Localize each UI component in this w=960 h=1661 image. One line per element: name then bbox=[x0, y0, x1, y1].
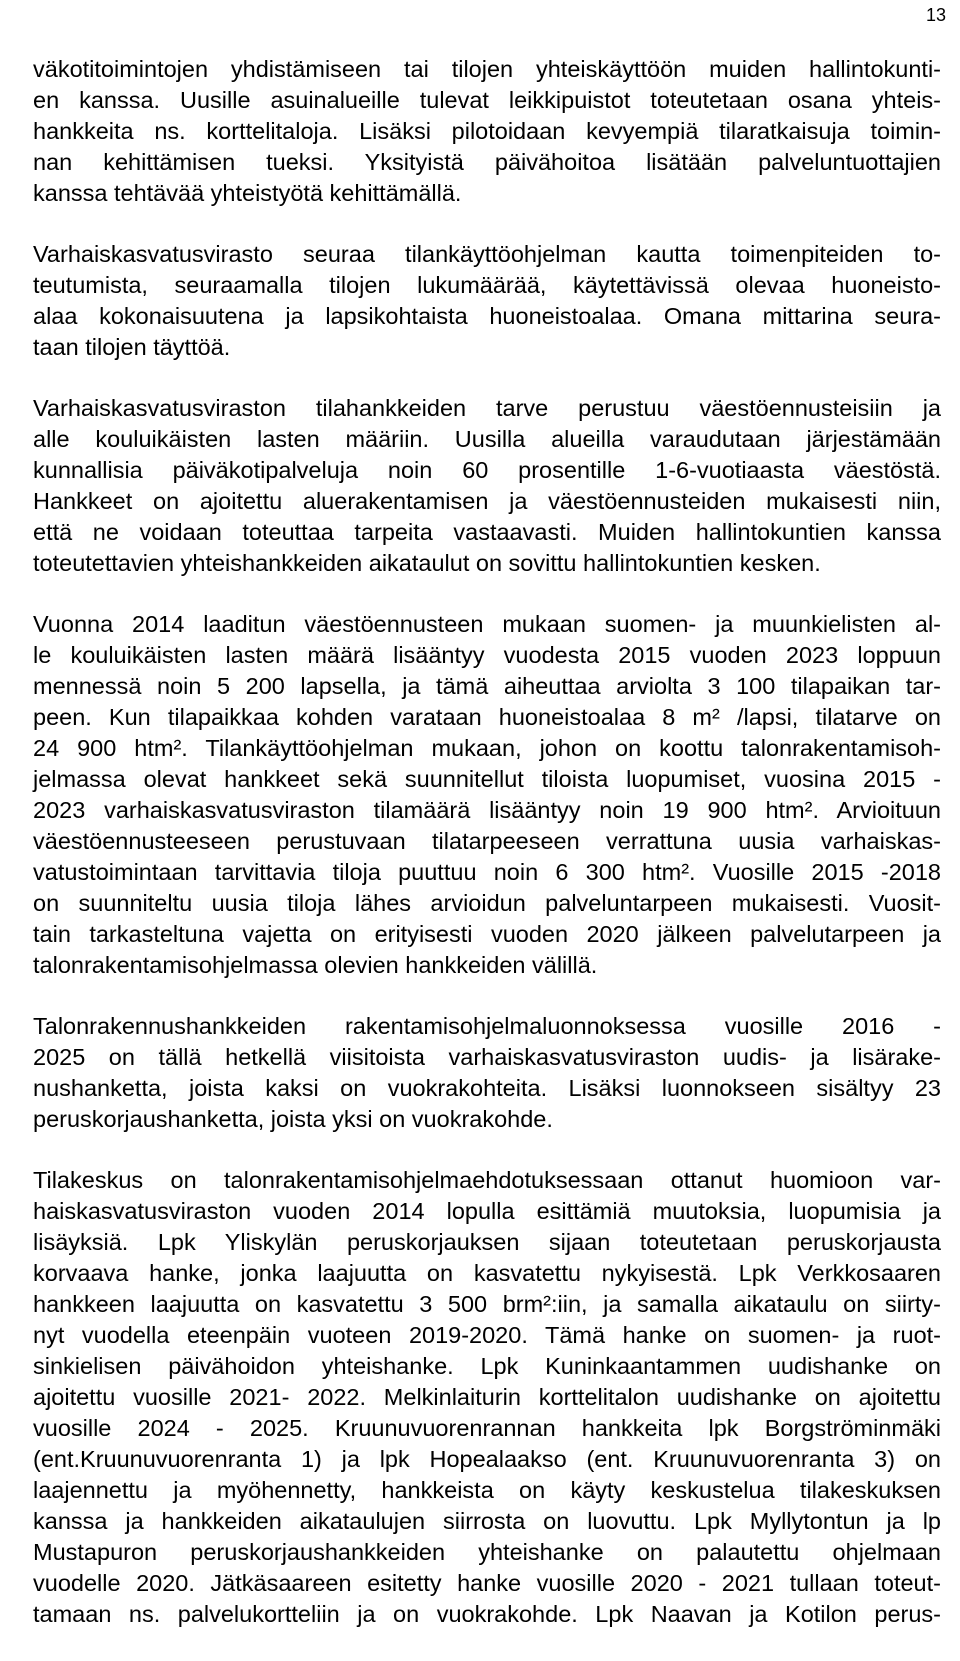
text-line: Varhaiskasvatusviraston tilahankkeiden tarve perustuu väestöennusteisiin ja bbox=[33, 395, 941, 421]
paragraph-gap bbox=[33, 363, 941, 393]
text-line: vuosille 2024 - 2025. Kruunuvuorenrannan hankkeita lpk Borgströminmäki bbox=[33, 1415, 941, 1441]
text-line: nan kehittämisen tueksi. Yksityistä päivähoitoa lisätään palveluntuottajien bbox=[33, 149, 941, 175]
paragraph bbox=[33, 54, 941, 209]
text-line: talonrakentamisohjelmassa olevien hankkeiden välillä. bbox=[33, 952, 598, 978]
text-line: Varhaiskasvatusvirasto seuraa tilankäyttöohjelman kautta toimenpiteiden to- bbox=[33, 241, 941, 267]
text-line: haiskasvatusviraston vuoden 2014 lopulla esittämiä muutoksia, luopumisia ja bbox=[33, 1198, 941, 1224]
paragraph bbox=[33, 609, 941, 981]
text-line: jelmassa olevat hankkeet sekä suunnitellut tiloista luopumiset, vuosina 2015 - bbox=[33, 766, 941, 792]
text-line: Mustapuron peruskorjaushankkeiden yhteishanke on palautettu ohjelmaan bbox=[33, 1539, 941, 1565]
text-line: tain tarkasteltuna vajetta on erityisesti vuoden 2020 jälkeen palvelutarpeen ja bbox=[33, 921, 941, 947]
text-line: taan tilojen täyttöä. bbox=[33, 334, 231, 360]
text-line: toteutettavien yhteishankkeiden aikataulut on sovittu hallintokuntien kesken. bbox=[33, 550, 821, 576]
paragraph bbox=[33, 393, 941, 579]
text-line: sinkielisen päivähoidon yhteishanke. Lpk Kuninkaantammen uudishanke on bbox=[33, 1353, 941, 1379]
page-number: 13 bbox=[925, 5, 946, 25]
text-line: ajoitettu vuosille 2021- 2022. Melkinlaiturin korttelitalon uudishanke on ajoitettu bbox=[33, 1384, 941, 1410]
text-line: en kanssa. Uusille asuinalueille tulevat leikkipuistot toteutetaan osana yhteis- bbox=[33, 87, 941, 113]
text-line: kunnallisia päiväkotipalveluja noin 60 prosentille 1-6-vuotiaasta väestöstä. bbox=[33, 457, 941, 483]
text-line: Vuonna 2014 laaditun väestöennusteen mukaan suomen- ja muunkielisten al- bbox=[33, 611, 941, 637]
text-line: väestöennusteeseen perustuvaan tilatarpeeseen verrattuna uusia varhaiskas- bbox=[33, 828, 941, 854]
text-line: väkotitoimintojen yhdistämiseen tai tilojen yhteiskäyttöön muiden hallintokunti- bbox=[33, 56, 941, 82]
text-line: peruskorjaushanketta, joista yksi on vuokrakohde. bbox=[33, 1106, 553, 1132]
text-line: alaa kokonaisuutena ja lapsikohtaista huoneistoalaa. Omana mittarina seura- bbox=[33, 303, 941, 329]
paragraph-gap bbox=[33, 1135, 941, 1165]
text-line: vuodelle 2020. Jätkäsaareen esitetty hanke vuosille 2020 - 2021 tullaan toteut- bbox=[33, 1570, 941, 1596]
text-line: nushanketta, joista kaksi on vuokrakohteita. Lisäksi luonnokseen sisältyy 23 bbox=[33, 1075, 941, 1101]
text-line: mennessä noin 5 200 lapsella, ja tämä aiheuttaa arviolta 3 100 tilapaikan tar- bbox=[33, 673, 941, 699]
text-line: vatustoimintaan tarvittavia tiloja puuttuu noin 6 300 htm². Vuosille 2015 -2018 bbox=[33, 859, 941, 885]
paragraph-gap bbox=[33, 209, 941, 239]
text-line: le kouluikäisten lasten määrä lisääntyy vuodesta 2015 vuoden 2023 loppuun bbox=[33, 642, 941, 668]
text-line: hankkeen laajuutta on kasvatettu 3 500 brm²:iin, ja samalla aikataulu on siirty- bbox=[33, 1291, 941, 1317]
text-line: kanssa ja hankkeiden aikataulujen siirrosta on luovuttu. Lpk Myllytontun ja lp bbox=[33, 1508, 941, 1534]
text-line: nyt vuodella eteenpäin vuoteen 2019-2020. Tämä hanke on suomen- ja ruot- bbox=[33, 1322, 941, 1348]
text-line: 2025 on tällä hetkellä viisitoista varhaiskasvatusviraston uudis- ja lisärake- bbox=[33, 1044, 941, 1070]
text-line: Hankkeet on ajoitettu aluerakentamisen ja väestöennusteiden mukaisesti niin, bbox=[33, 488, 941, 514]
text-line: hankkeita ns. korttelitaloja. Lisäksi pilotoidaan kevyempiä tilaratkaisuja toimin- bbox=[33, 118, 941, 144]
text-line: alle kouluikäisten lasten määriin. Uusilla alueilla varaudutaan järjestämään bbox=[33, 426, 941, 452]
text-line: kanssa tehtävää yhteistyötä kehittämällä. bbox=[33, 180, 462, 206]
text-line: Tilakeskus on talonrakentamisohjelmaehdotuksessaan ottanut huomioon var- bbox=[33, 1167, 941, 1193]
text-line: on suunniteltu uusia tiloja lähes arvioidun palveluntarpeen mukaisesti. Vuosit- bbox=[33, 890, 941, 916]
text-line: teutumista, seuraamalla tilojen lukumäärää, käytettävissä olevaa huoneisto- bbox=[33, 272, 941, 298]
text-line: että ne voidaan toteuttaa tarpeita vastaavasti. Muiden hallintokuntien kanssa bbox=[33, 519, 941, 545]
paragraph-gap bbox=[33, 981, 941, 1011]
text-line: lisäyksiä. Lpk Yliskylän peruskorjauksen sijaan toteutetaan peruskorjausta bbox=[33, 1229, 941, 1255]
text-line: tamaan ns. palvelukortteliin ja on vuokrakohde. Lpk Naavan ja Kotilon perus- bbox=[33, 1601, 941, 1627]
text-line: 24 900 htm². Tilankäyttöohjelman mukaan, johon on koottu talonrakentamisoh- bbox=[33, 735, 941, 761]
text-line: Talonrakennushankkeiden rakentamisohjelmaluonnoksessa vuosille 2016 - bbox=[33, 1013, 941, 1039]
text-line: (ent.Kruunuvuorenranta 1) ja lpk Hopealaakso (ent. Kruunuvuorenranta 3) on bbox=[33, 1446, 941, 1472]
text-line: korvaava hanke, jonka laajuutta on kasvatettu nykyisestä. Lpk Verkkosaaren bbox=[33, 1260, 941, 1286]
paragraph bbox=[33, 239, 941, 363]
document-body bbox=[33, 54, 941, 1630]
text-line: peen. Kun tilapaikkaa kohden varataan huoneistoalaa 8 m² /lapsi, tilatarve on bbox=[33, 704, 941, 730]
paragraph bbox=[33, 1011, 941, 1135]
paragraph bbox=[33, 1165, 941, 1630]
text-line: 2023 varhaiskasvatusviraston tilamäärä lisääntyy noin 19 900 htm². Arvioituun bbox=[33, 797, 941, 823]
paragraph-gap bbox=[33, 579, 941, 609]
text-line: laajennettu ja myöhennetty, hankkeista on käyty keskustelua tilakeskuksen bbox=[33, 1477, 941, 1503]
